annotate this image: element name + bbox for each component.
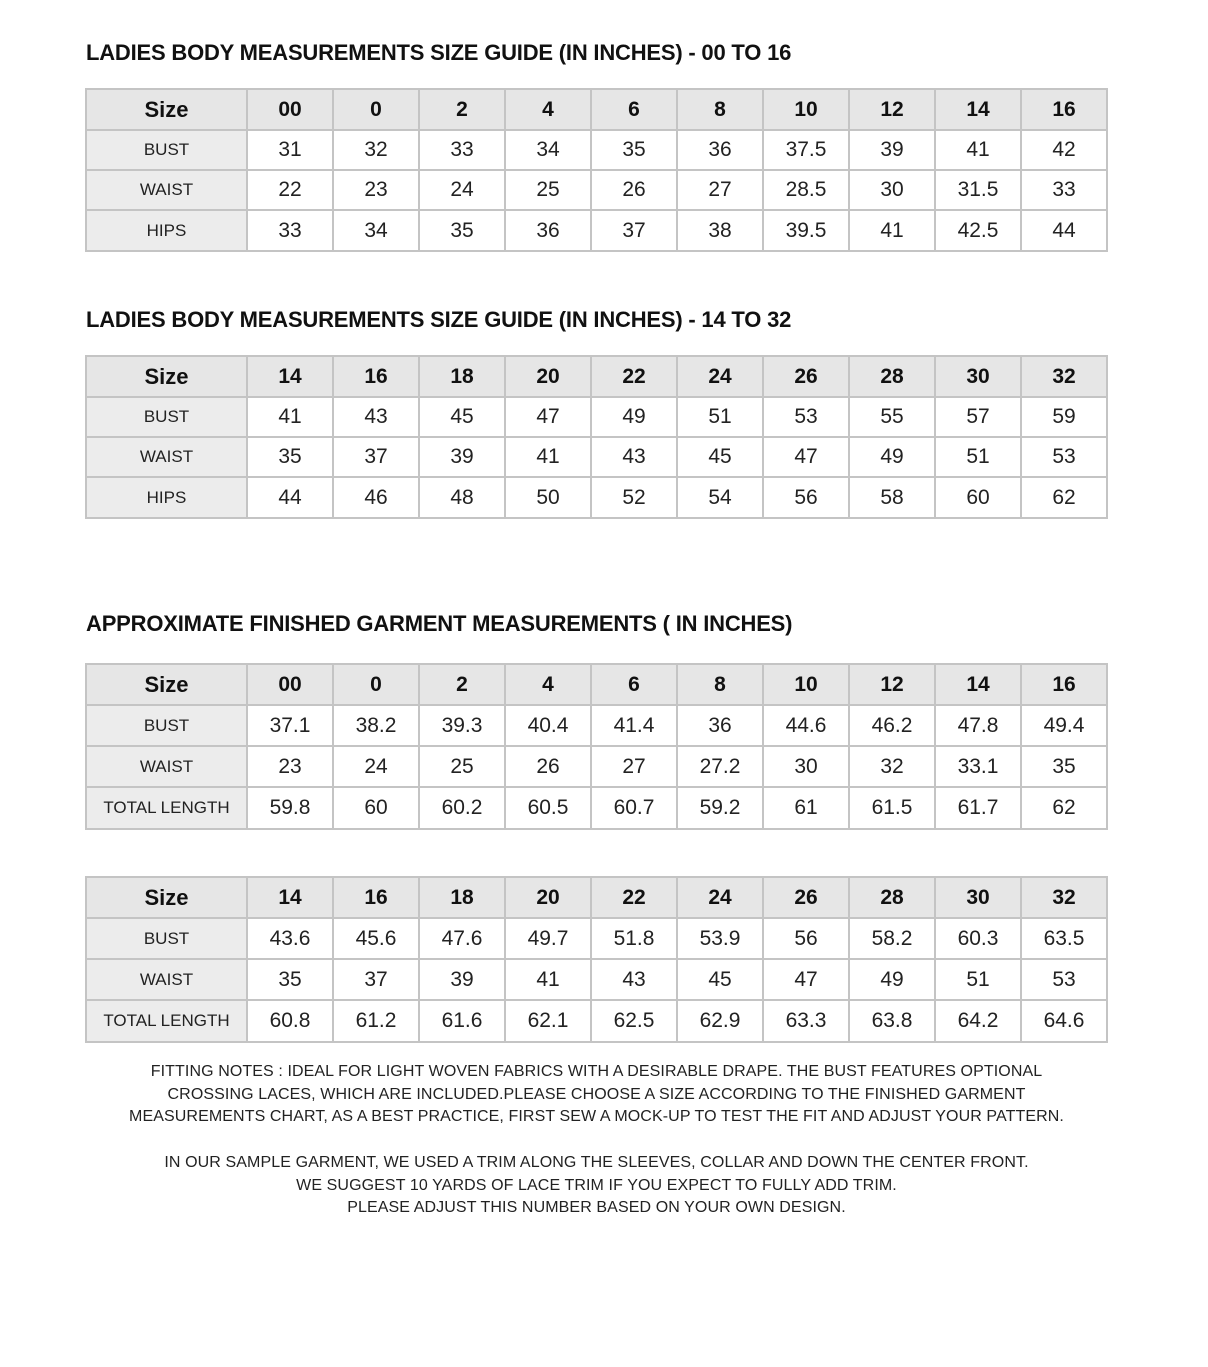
measurement-cell: 35 [419, 210, 505, 251]
fitting-note-line: CROSSING LACES, WHICH ARE INCLUDED.PLEASE CHOOSE A SIZE ACCORDING TO THE FINISHED GARMENT [167, 1085, 1026, 1103]
measurement-cell: 32 [333, 130, 419, 170]
measurement-cell: 26 [505, 746, 591, 787]
measurement-cell: 37.1 [247, 705, 333, 746]
table-row [86, 918, 1107, 959]
measurement-cell: 46 [333, 477, 419, 518]
size-column-header: 12 [849, 89, 935, 130]
measurement-cell: 60.8 [247, 1000, 333, 1042]
measurement-cell: 23 [333, 170, 419, 210]
measurement-cell: 36 [677, 130, 763, 170]
row-label: WAIST [86, 437, 247, 477]
size-column-header: 8 [677, 89, 763, 130]
table-row [86, 130, 1107, 170]
row-label: HIPS [86, 477, 247, 518]
size-column-header: 2 [419, 664, 505, 705]
table-row [86, 437, 1107, 477]
measurement-cell: 60 [935, 477, 1021, 518]
measurement-cell: 33.1 [935, 746, 1021, 787]
size-column-header: 16 [333, 356, 419, 397]
size-column-header: 0 [333, 664, 419, 705]
measurement-cell: 61 [763, 787, 849, 829]
row-label: BUST [86, 918, 247, 959]
measurement-cell: 49 [849, 959, 935, 1000]
measurement-cell: 37 [591, 210, 677, 251]
measurement-cell: 46.2 [849, 705, 935, 746]
trim-note-line: WE SUGGEST 10 YARDS OF LACE TRIM IF YOU EXPECT TO FULLY ADD TRIM. [296, 1176, 897, 1194]
table-row [86, 705, 1107, 746]
measurement-cell: 41 [505, 437, 591, 477]
size-column-header: 32 [1021, 877, 1107, 918]
table-title: LADIES BODY MEASUREMENTS SIZE GUIDE (IN INCHES) - 14 TO 32 [86, 307, 792, 332]
measurement-cell: 44.6 [763, 705, 849, 746]
measurement-cell: 63.5 [1021, 918, 1107, 959]
measurement-cell: 56 [763, 918, 849, 959]
measurement-cell: 35 [591, 130, 677, 170]
table-row [86, 210, 1107, 251]
size-column-header: 0 [333, 89, 419, 130]
measurement-cell: 43 [591, 437, 677, 477]
measurement-cell: 62.5 [591, 1000, 677, 1042]
measurement-cell: 39.5 [763, 210, 849, 251]
row-label: TOTAL LENGTH [86, 1000, 247, 1042]
measurement-cell: 49.7 [505, 918, 591, 959]
measurement-cell: 45 [677, 959, 763, 1000]
measurement-cell: 61.2 [333, 1000, 419, 1042]
measurement-cell: 39 [419, 437, 505, 477]
measurement-cell: 60.7 [591, 787, 677, 829]
measurement-cell: 49 [849, 437, 935, 477]
measurement-cell: 34 [505, 130, 591, 170]
size-column-header: 22 [591, 356, 677, 397]
measurement-cell: 49 [591, 397, 677, 437]
size-column-header: 10 [763, 664, 849, 705]
size-column-header: 2 [419, 89, 505, 130]
measurement-cell: 36 [677, 705, 763, 746]
measurement-cell: 42 [1021, 130, 1107, 170]
measurement-cell: 33 [247, 210, 333, 251]
measurement-cell: 38 [677, 210, 763, 251]
row-label: TOTAL LENGTH [86, 787, 247, 829]
measurement-cell: 26 [591, 170, 677, 210]
measurement-cell: 27.2 [677, 746, 763, 787]
header-row [86, 356, 1107, 397]
size-column-header: 8 [677, 664, 763, 705]
measurement-cell: 34 [333, 210, 419, 251]
measurement-cell: 37.5 [763, 130, 849, 170]
size-column-header: 14 [247, 877, 333, 918]
trim-note-line: PLEASE ADJUST THIS NUMBER BASED ON YOUR OWN DESIGN. [347, 1199, 846, 1216]
measurement-cell: 62 [1021, 787, 1107, 829]
size-column-header: 18 [419, 877, 505, 918]
size-column-header: 6 [591, 89, 677, 130]
measurement-cell: 56 [763, 477, 849, 518]
size-column-header: 22 [591, 877, 677, 918]
measurement-cell: 59 [1021, 397, 1107, 437]
measurement-cell: 61.5 [849, 787, 935, 829]
size-column-header: 00 [247, 664, 333, 705]
size-column-header: 24 [677, 877, 763, 918]
measurement-cell: 64.2 [935, 1000, 1021, 1042]
measurement-cell: 31.5 [935, 170, 1021, 210]
measurement-cell: 52 [591, 477, 677, 518]
size-column-header: 26 [763, 877, 849, 918]
row-label: HIPS [86, 210, 247, 251]
size-column-header: 12 [849, 664, 935, 705]
measurement-cell: 45 [419, 397, 505, 437]
measurement-cell: 47 [763, 959, 849, 1000]
trim-notes [85, 1152, 1108, 1220]
measurement-cell: 32 [849, 746, 935, 787]
table-title: LADIES BODY MEASUREMENTS SIZE GUIDE (IN INCHES) - 00 TO 16 [86, 40, 792, 65]
fitting-note-line: MEASUREMENTS CHART, AS A BEST PRACTICE, FIRST SEW A MOCK-UP TO TEST THE FIT AND ADJUST YOUR PATTERN. [129, 1108, 1064, 1125]
measurement-cell: 51.8 [591, 918, 677, 959]
table-row [86, 746, 1107, 787]
size-column-header: 28 [849, 877, 935, 918]
measurement-cell: 23 [247, 746, 333, 787]
measurement-cell: 60.3 [935, 918, 1021, 959]
size-column-header: 32 [1021, 356, 1107, 397]
measurement-cell: 63.8 [849, 1000, 935, 1042]
table-title: APPROXIMATE FINISHED GARMENT MEASUREMENTS ( IN INCHES) [86, 611, 793, 636]
measurement-cell: 64.6 [1021, 1000, 1107, 1042]
garment-table [85, 876, 1108, 1043]
measurement-cell: 51 [935, 437, 1021, 477]
header-row [86, 664, 1107, 705]
garment-table [85, 663, 1108, 830]
measurement-cell: 47 [505, 397, 591, 437]
measurement-cell: 63.3 [763, 1000, 849, 1042]
measurement-cell: 42.5 [935, 210, 1021, 251]
header-row [86, 89, 1107, 130]
measurement-cell: 53.9 [677, 918, 763, 959]
table-row [86, 1000, 1107, 1042]
measurement-cell: 51 [935, 959, 1021, 1000]
size-header-cell: Size [86, 664, 247, 705]
size-table [85, 88, 1108, 252]
measurement-cell: 59.2 [677, 787, 763, 829]
table-row [86, 170, 1107, 210]
size-column-header: 26 [763, 356, 849, 397]
size-column-header: 16 [333, 877, 419, 918]
measurement-cell: 38.2 [333, 705, 419, 746]
measurement-cell: 30 [763, 746, 849, 787]
fitting-notes [85, 1061, 1108, 1129]
measurement-cell: 41 [849, 210, 935, 251]
measurement-cell: 53 [1021, 437, 1107, 477]
measurement-cell: 47.8 [935, 705, 1021, 746]
size-column-header: 16 [1021, 664, 1107, 705]
size-column-header: 30 [935, 356, 1021, 397]
measurement-cell: 54 [677, 477, 763, 518]
size-column-header: 4 [505, 89, 591, 130]
measurement-cell: 28.5 [763, 170, 849, 210]
size-column-header: 20 [505, 877, 591, 918]
row-label: BUST [86, 130, 247, 170]
measurement-cell: 22 [247, 170, 333, 210]
measurement-cell: 27 [591, 746, 677, 787]
measurement-cell: 39.3 [419, 705, 505, 746]
measurement-cell: 45 [677, 437, 763, 477]
size-column-header: 30 [935, 877, 1021, 918]
measurement-cell: 47.6 [419, 918, 505, 959]
size-column-header: 14 [935, 89, 1021, 130]
measurement-cell: 37 [333, 437, 419, 477]
measurement-cell: 40.4 [505, 705, 591, 746]
measurement-cell: 49.4 [1021, 705, 1107, 746]
measurement-cell: 33 [1021, 170, 1107, 210]
row-label: BUST [86, 397, 247, 437]
measurement-cell: 53 [763, 397, 849, 437]
size-column-header: 10 [763, 89, 849, 130]
measurement-cell: 44 [247, 477, 333, 518]
size-column-header: 18 [419, 356, 505, 397]
measurement-cell: 41.4 [591, 705, 677, 746]
size-column-header: 16 [1021, 89, 1107, 130]
measurement-cell: 58.2 [849, 918, 935, 959]
trim-note-line: IN OUR SAMPLE GARMENT, WE USED A TRIM ALONG THE SLEEVES, COLLAR AND DOWN THE CENTER FRONT. [164, 1154, 1029, 1171]
measurement-cell: 35 [1021, 746, 1107, 787]
measurement-cell: 55 [849, 397, 935, 437]
measurement-cell: 48 [419, 477, 505, 518]
measurement-cell: 53 [1021, 959, 1107, 1000]
measurement-cell: 57 [935, 397, 1021, 437]
size-column-header: 28 [849, 356, 935, 397]
size-table [85, 355, 1108, 519]
measurement-cell: 59.8 [247, 787, 333, 829]
measurement-cell: 41 [505, 959, 591, 1000]
size-column-header: 6 [591, 664, 677, 705]
measurement-cell: 27 [677, 170, 763, 210]
measurement-cell: 60.5 [505, 787, 591, 829]
measurement-cell: 45.6 [333, 918, 419, 959]
measurement-cell: 24 [333, 746, 419, 787]
size-column-header: 14 [935, 664, 1021, 705]
row-label: BUST [86, 705, 247, 746]
size-column-header: 4 [505, 664, 591, 705]
measurement-cell: 37 [333, 959, 419, 1000]
size-column-header: 14 [247, 356, 333, 397]
measurement-cell: 43 [333, 397, 419, 437]
size-header-cell: Size [86, 356, 247, 397]
measurement-cell: 43.6 [247, 918, 333, 959]
measurement-cell: 41 [247, 397, 333, 437]
measurement-cell: 43 [591, 959, 677, 1000]
measurement-cell: 39 [849, 130, 935, 170]
size-column-header: 00 [247, 89, 333, 130]
size-header-cell: Size [86, 89, 247, 130]
measurement-cell: 60.2 [419, 787, 505, 829]
header-row [86, 877, 1107, 918]
table-row [86, 477, 1107, 518]
measurement-cell: 47 [763, 437, 849, 477]
measurement-cell: 36 [505, 210, 591, 251]
measurement-cell: 33 [419, 130, 505, 170]
measurement-cell: 39 [419, 959, 505, 1000]
measurement-cell: 25 [419, 746, 505, 787]
table-row [86, 397, 1107, 437]
measurement-cell: 30 [849, 170, 935, 210]
measurement-cell: 25 [505, 170, 591, 210]
measurement-cell: 58 [849, 477, 935, 518]
table-row [86, 959, 1107, 1000]
measurement-cell: 41 [935, 130, 1021, 170]
measurement-cell: 44 [1021, 210, 1107, 251]
size-column-header: 24 [677, 356, 763, 397]
row-label: WAIST [86, 959, 247, 1000]
measurement-cell: 61.7 [935, 787, 1021, 829]
measurement-cell: 51 [677, 397, 763, 437]
measurement-cell: 35 [247, 437, 333, 477]
measurement-cell: 62.1 [505, 1000, 591, 1042]
size-column-header: 20 [505, 356, 591, 397]
fitting-note-line: FITTING NOTES : IDEAL FOR LIGHT WOVEN FABRICS WITH A DESIRABLE DRAPE. THE BUST FEATURES OPTIONAL [150, 1063, 1043, 1080]
measurement-cell: 61.6 [419, 1000, 505, 1042]
table-row [86, 787, 1107, 829]
measurement-cell: 50 [505, 477, 591, 518]
measurement-cell: 24 [419, 170, 505, 210]
size-header-cell: Size [86, 877, 247, 918]
measurement-cell: 62.9 [677, 1000, 763, 1042]
measurement-cell: 60 [333, 787, 419, 829]
measurement-cell: 31 [247, 130, 333, 170]
measurement-cell: 35 [247, 959, 333, 1000]
row-label: WAIST [86, 746, 247, 787]
measurement-cell: 62 [1021, 477, 1107, 518]
row-label: WAIST [86, 170, 247, 210]
